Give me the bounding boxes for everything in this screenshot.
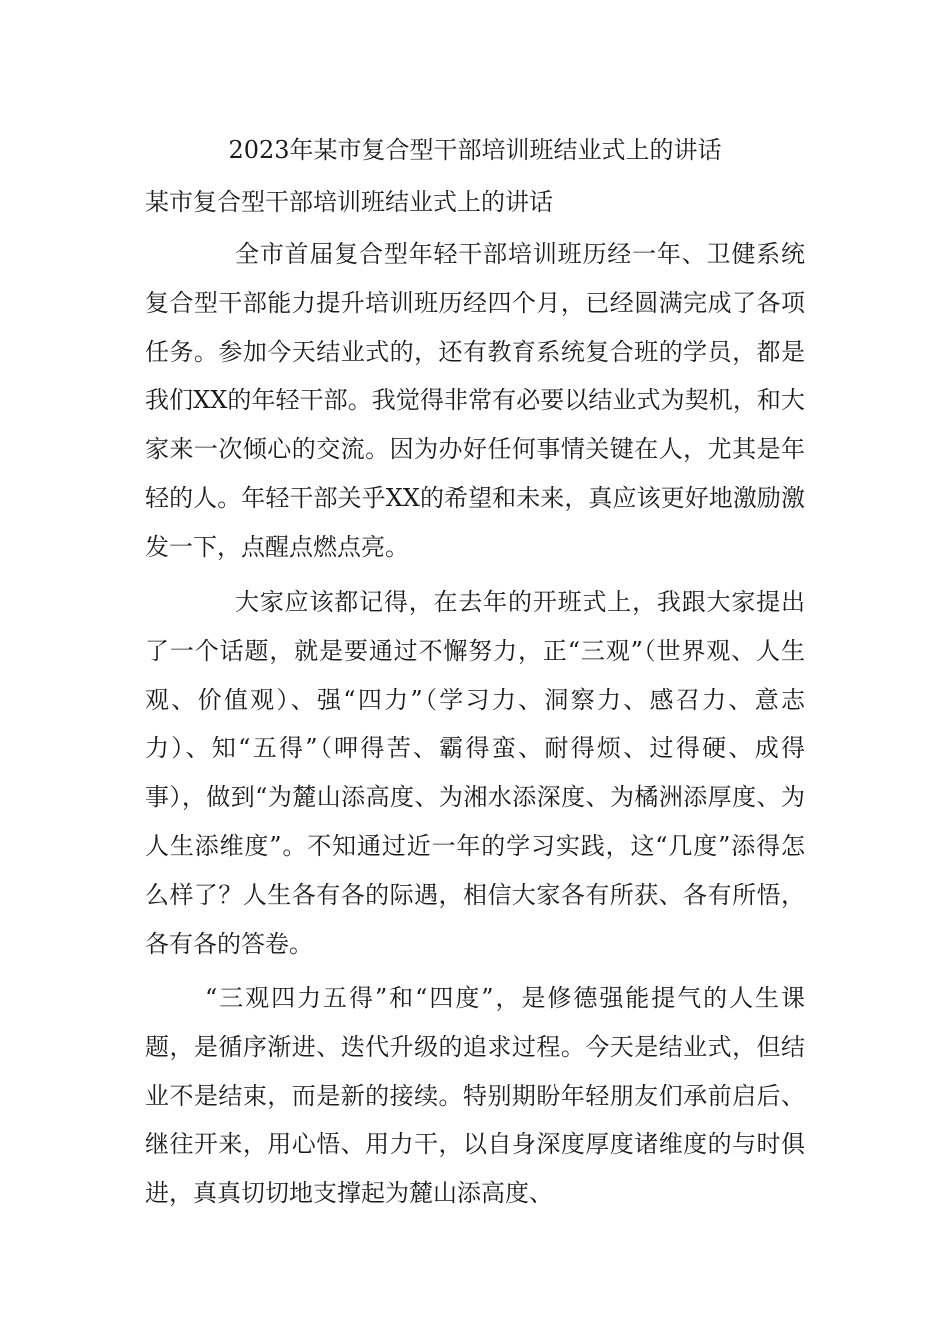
document-title: 2023年某市复合型干部培训班结业式上的讲话: [228, 136, 722, 164]
paragraph-1: 全市首届复合型年轻干部培训班历经一年、卫健系统复合型干部能力提升培训班历经四个月，已经圆满完成了各项任务。参加今天结业式的，还有教育系统复合班的学员，都是我们XX的年轻干部。我觉得非常有必要以结业式为契机，和大家来一次倾心的交流。因为办好任何事情关键在人，尤其是年轻的人。年轻干部关乎XX的希望和未来，真应该更好地激励激发一下，点醒点燃点亮。: [145, 240, 805, 561]
paragraph-3: “三观四力五得”和“四度”，是修德强能提气的人生课题，是循序渐进、迭代升级的追求过程。今天是结业式，但结业不是结束，而是新的接续。特别期盼年轻朋友们承前启后、继往开来，用心悟、用力干，以自身深度厚度诸维度的与时俱进，真真切切地支撑起为麓山添高度、: [145, 984, 805, 1208]
document-subtitle: 某市复合型干部培训班结业式上的讲话: [145, 188, 553, 216]
paragraph-2: 大家应该都记得，在去年的开班式上，我跟大家提出了一个话题，就是要通过不懈努力，正“三观”（世界观、人生观、价值观）、强“四力”（学习力、洞察力、感召力、意志力）、知“五得”（呷得苦、霸得蛮、耐得烦、过得硬、成得事），做到“为麓山添高度、为湘水添深度、为橘洲添厚度、为人生添维度”。不知通过近一年的学习实践，这“几度”添得怎么样了？人生各有各的际遇，相信大家各有所获、各有所悟，各有各的答卷。: [145, 588, 805, 958]
